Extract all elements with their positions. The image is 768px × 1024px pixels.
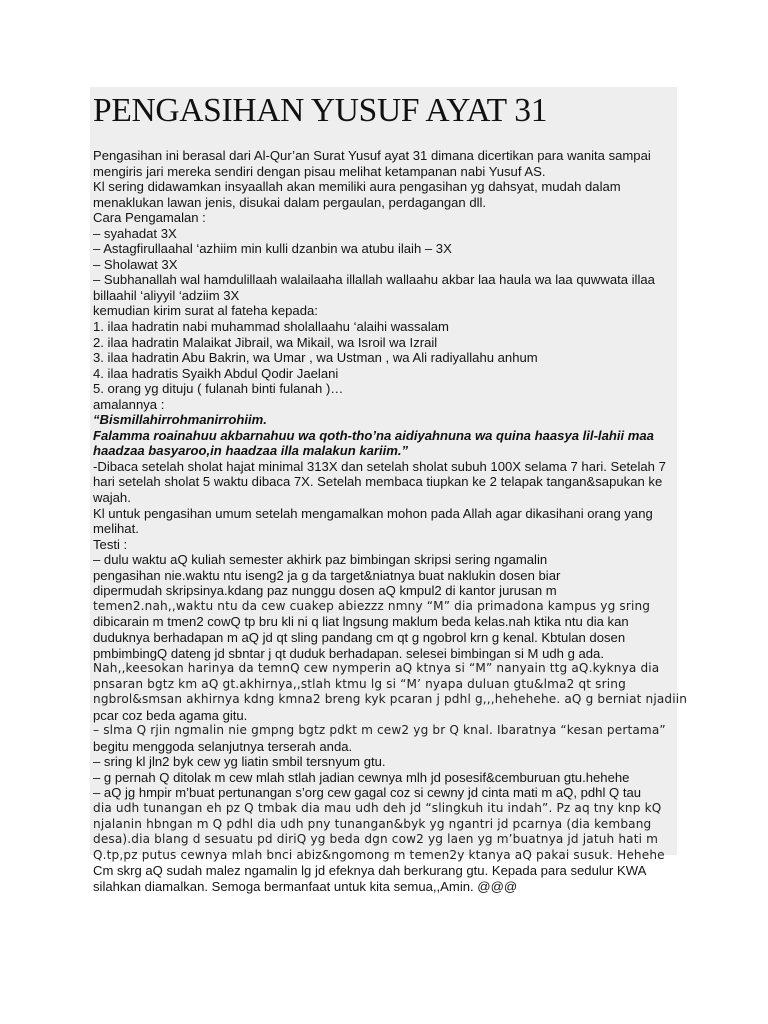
paragraph-line: pnsaran bgtz km aQ gt.akhirnya,,stlah ktmu lg si “M’ nyapa duluan gtu&lma2 qt sring: [93, 676, 626, 691]
paragraph-line: Cara Pengamalan :: [93, 210, 206, 226]
paragraph-line: temen2.nah,,waktu ntu da cew cuakep abiezzz nmny “M” dia primadona kampus yg sring: [93, 598, 651, 613]
prayer-text-line: Falamma roainahuu akbarnahuu wa qoth-tho’na aidiyahnuna wa quina haasya lil-lahii maa haadzaa basyaroo,in haadzaa illa malakun kariim.”: [93, 427, 654, 459]
paragraph-line: – dulu waktu aQ kuliah semester akhirk paz bimbingan skripsi sering ngamalin: [93, 552, 548, 568]
paragraph-line: pengasihan nie.waktu ntu iseng2 ja g da target&niatnya buat naklukin dosen biar: [93, 567, 561, 583]
paragraph-line: -Dibaca setelah sholat hajat minimal 313X dan setelah sholat subuh 100X selama 7 hari. Setelah 7 hari setelah sholat 5 waktu dibaca 7X. Setelah membaca tiupkan ke 2 telapak tangan&sapukan ke wajah.: [93, 458, 666, 506]
paragraph-line: – sring kl jln2 byk cew yg liatin smbil tersnyum gtu.: [93, 754, 386, 770]
paragraph-line: pcar coz beda agama gitu.: [93, 707, 248, 723]
paragraph-line: – g pernah Q ditolak m cew mlah stlah jadian cewnya mlh jd posesif&cemburuan gtu.hehehe: [93, 769, 630, 785]
paragraph-line: – Subhanallah wal hamdulillaah walailaaha illallah wallaahu akbar laa haula wa laa quwwata illaa billaahil ‘aliyyil ‘adziim 3X: [93, 272, 655, 303]
paragraph-line: begitu menggoda selanjutnya terserah anda.: [93, 738, 353, 754]
paragraph-line: – Sholawat 3X: [93, 256, 178, 272]
paragraph-line: Kl sering didawamkan insyaallah akan memiliki aura pengasihan yg dahsyat, mudah dalam menaklukan lawan jenis, disukai dalam pergaulan, perdagangan dll.: [93, 179, 621, 210]
document-body: [93, 148, 688, 894]
paragraph-line: desa).dia blang d sesuatu pd diriQ yg beda dgn cow2 yg laen yg m’buatnya jd jatuh hati m: [93, 832, 659, 847]
paragraph-line: Kl untuk pengasihan umum setelah mengamalkan mohon pada Allah agar dikasihani orang yang melihat.: [93, 505, 653, 537]
paragraph-line: dibicarain m tmen2 cowQ tp bru kli ni q liat lngsung maklum beda kelas.nah ktika ntu dia kan: [93, 614, 629, 630]
paragraph-line: 2. ilaa hadratin Malaikat Jibrail, wa Mikail, wa Isroil wa Izrail: [93, 334, 438, 350]
document-title: PENGASIHAN YUSUF AYAT 31: [93, 92, 548, 129]
paragraph-line: Cm skrg aQ sudah malez ngamalin lg jd efeknya dah berkurang gtu. Kepada para sedulur KWA: [93, 863, 647, 879]
prayer-text-line: “Bismillahirrohmanirrohiim.: [93, 412, 267, 428]
paragraph-line: – slma Q rjin ngmalin nie gmpng bgtz pdkt m cew2 yg br Q knal. Ibaratnya “kesan pertama”: [93, 723, 666, 738]
paragraph-line: amalannya :: [93, 396, 165, 412]
paragraph-line: dia udh tunangan eh pz Q tmbak dia mau udh deh jd “slingkuh itu indah”. Pz aq tny knp kQ: [93, 800, 662, 815]
paragraph-line: kemudian kirim surat al fateha kepada:: [93, 303, 318, 319]
paragraph-line: – syahadat 3X: [93, 225, 177, 241]
paragraph-line: 5. orang yg dituju ( fulanah binti fulanah )…: [93, 381, 344, 397]
paragraph-line: Nah,,keesokan harinya da temnQ cew nymperin aQ ktnya si “M” nanyain ttg aQ.kyknya dia: [93, 661, 660, 676]
paragraph-line: 1. ilaa hadratin nabi muhammad sholallaahu ‘alaihi wassalam: [93, 319, 449, 335]
paragraph-line: pmbimbingQ dateng jd sbntar j qt duduk berhadapan. selesei bimbingan si M udh g ada.: [93, 645, 604, 661]
document-page: [90, 87, 688, 894]
paragraph-line: – aQ jg hmpir m’buat pertunangan s’org cew gagal coz si cewny jd cinta mati m aQ, pdhl Q tau: [93, 785, 642, 801]
paragraph-line: Testi :: [93, 536, 128, 552]
paragraph-line: Pengasihan ini berasal dari Al-Qur’an Surat Yusuf ayat 31 dimana dicertikan para wanita sampai mengiris jari mereka sendiri dengan pisau melihat ketampanan nabi Yusuf AS.: [93, 148, 651, 179]
paragraph-line: dipermudah skripsinya.kdang paz nunggu dosen aQ kmpul2 di kantor jurusan m: [93, 583, 557, 599]
paragraph-line: 3. ilaa hadratin Abu Bakrin, wa Umar , wa Ustman , wa Ali radiyallahu anhum: [93, 350, 538, 366]
paragraph-line: 4. ilaa hadratis Syaikh Abdul Qodir Jaelani: [93, 365, 339, 381]
paragraph-line: Q.tp,pz putus cewnya mlah bnci abiz&ngomong m temen2y ktanya aQ pakai susuk. Hehehe: [93, 847, 665, 862]
paragraph-line: njalanin hbngan m Q pdhl dia udh pny tunangan&byk yg ngantri jd pcarnya (dia kembang: [93, 816, 652, 831]
paragraph-line: – Astagfirullaahal ‘azhiim min kulli dzanbin wa atubu ilaih – 3X: [93, 241, 452, 257]
paragraph-line: silahkan diamalkan. Semoga bermanfaat untuk kita semua,,Amin. @@@: [93, 878, 518, 894]
paragraph-line: duduknya berhadapan m aQ jd qt sling pandang cm qt g ngobrol krn g kenal. Kbtulan dosen: [93, 629, 626, 645]
paragraph-line: ngbrol&smsan akhirnya kdng kmna2 breng kyk pcaran j pdhl g,,,hehehehe. aQ g berniat njadiin: [93, 692, 688, 707]
